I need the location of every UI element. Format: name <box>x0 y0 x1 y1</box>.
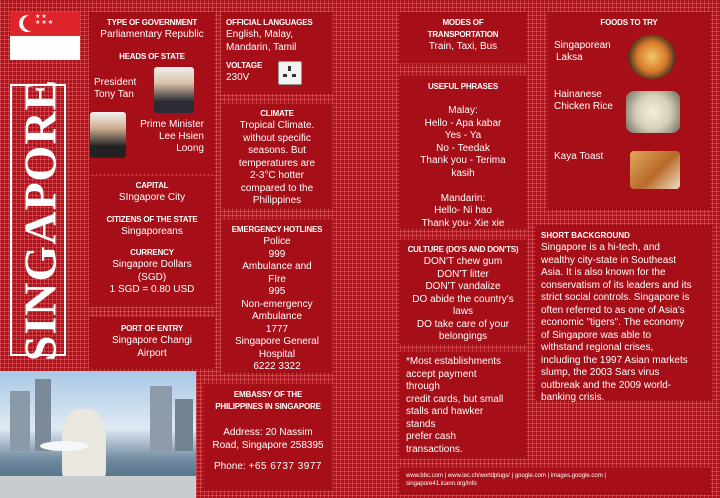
phrase-line: Thank you- Xie xie <box>421 217 505 229</box>
president-label: President <box>94 77 137 88</box>
phrase-line: Hello- Ni hao <box>434 205 492 216</box>
singapore-flag: ★★ ★★★ <box>10 12 80 60</box>
climate-heading: CLIMATE <box>260 109 294 118</box>
embassy-phone-label: Phone: <box>214 461 246 472</box>
hotlines-heading: EMERGENCY HOTLINES <box>231 225 323 234</box>
transport-heading-line1: MODES OF <box>442 18 484 27</box>
food-name-line1: Hainanese <box>554 89 602 100</box>
background-line: conservatism of its leaders and its <box>541 279 692 291</box>
phrase-line: Thank you - Terima <box>420 155 506 166</box>
pm-name-line2: Loong <box>176 143 204 154</box>
foods-panel <box>548 13 710 209</box>
background-heading: SHORT BACKGROUND <box>541 231 630 240</box>
background-line: banking crisis. <box>541 392 605 403</box>
capital-heading: CAPITAL <box>135 181 169 190</box>
currency-line2: (SGD) <box>137 271 167 283</box>
port-line1: Singapore Changi <box>111 335 193 346</box>
climate-line: Philippines <box>252 195 302 206</box>
culture-line: DO take care of your <box>416 318 510 330</box>
payment-line: stalls and hawker <box>406 406 484 417</box>
culture-panel <box>400 240 526 344</box>
foods-heading: FOODS TO TRY <box>600 18 658 27</box>
languages-panel <box>222 13 332 93</box>
hotline-line: Ambulance and <box>242 261 312 272</box>
voltage-value: 230V <box>226 72 250 83</box>
background-line: outbreak and the 2009 world- <box>541 379 672 391</box>
power-socket-icon <box>278 61 302 85</box>
currency-line1: Singapore Dollars <box>112 259 192 270</box>
background-line: slump, the 2003 Sars virus <box>541 367 660 378</box>
port-panel <box>90 318 214 368</box>
currency-line3: 1 SGD = 0.80 USD <box>109 284 195 295</box>
culture-line: laws <box>452 306 473 317</box>
transport-value: Train, Taxi, Bus <box>428 41 498 52</box>
hotline-line: 1777 <box>265 323 289 335</box>
hotline-line: Police <box>263 236 291 247</box>
pm-name-line1: Lee Hsien <box>158 131 204 142</box>
payment-line: prefer cash <box>406 431 457 442</box>
payment-line: accept payment <box>406 368 477 380</box>
hotline-line: Ambulance <box>251 311 303 322</box>
payment-line: transactions. <box>406 443 463 455</box>
hotline-line: 995 <box>268 286 286 297</box>
capital-value: SIngapore City <box>118 192 186 203</box>
culture-line: DON'T chew gum <box>423 256 503 267</box>
food-name-line2: Laksa <box>556 52 583 63</box>
capital-panel <box>90 176 214 306</box>
kaya-toast-photo <box>630 151 680 189</box>
merlion-photo <box>0 371 196 498</box>
climate-line: Tropical Climate. <box>239 120 315 131</box>
payment-line: credit cards, but small <box>406 393 504 405</box>
payment-panel <box>400 352 526 458</box>
government-value: Parliamentary Republic <box>100 29 204 40</box>
pm-label: Prime Minister <box>140 119 204 130</box>
hotline-line: Hospital <box>258 348 296 360</box>
hotlines-panel <box>222 220 332 372</box>
citizens-heading: CITIZENS OF THE STATE <box>106 214 198 224</box>
climate-panel <box>222 104 332 208</box>
background-line: Singapore is a hi-tech, and <box>541 242 660 253</box>
background-line: economic "tigers". The economy <box>541 317 685 328</box>
culture-line: belongings <box>438 331 488 342</box>
hotline-line: Non-emergency <box>241 298 313 310</box>
government-heading: TYPE OF GOVERNMENT <box>106 18 198 27</box>
chicken-rice-photo <box>626 91 680 133</box>
languages-heading: OFFICIAL LANGUAGES <box>226 18 313 27</box>
heads-heading: HEADS OF STATE <box>119 51 185 61</box>
payment-line: stands <box>406 418 436 430</box>
climate-line: seasons. But <box>248 145 306 156</box>
phrases-panel <box>400 76 526 228</box>
background-panel <box>536 226 712 403</box>
languages-line2: Mandarin, Tamil <box>226 41 297 53</box>
pm-photo <box>90 112 126 158</box>
president-name: Tony Tan <box>94 89 134 100</box>
sources-line2: singapore41.icann.org/info <box>406 481 477 487</box>
hotline-line: Singapore General <box>235 336 319 347</box>
phrase-line: Yes - Ya <box>444 130 482 141</box>
hotline-line: FIre <box>268 273 286 285</box>
country-title-panel <box>10 78 66 362</box>
climate-line: temperatures are <box>238 157 316 169</box>
culture-line: DON'T litter <box>437 268 489 280</box>
hotline-line: 999 <box>268 248 286 260</box>
embassy-heading-line2: PHILIPPINES IN SINGAPORE <box>215 402 321 411</box>
embassy-phone: +65 6737 3977 <box>248 461 322 472</box>
culture-heading: CULTURE (DO'S AND DON'TS) <box>407 245 519 254</box>
phrase-line: Hello - Apa kabar <box>424 117 502 129</box>
sources-panel <box>400 468 710 494</box>
background-line: strict social controls. Singapore is <box>541 292 690 303</box>
background-line: wealthy city-state in Southeast <box>541 254 677 266</box>
phrases-heading: USEFUL PHRASES <box>428 82 498 91</box>
currency-heading: CURRENCY <box>130 248 174 257</box>
transport-heading-line2: TRANSPORTATION <box>427 30 499 39</box>
background-line: Asia. It is also known for the <box>541 267 666 278</box>
climate-line: without specific <box>243 132 311 144</box>
hotline-line: 6222 3322 <box>253 361 301 372</box>
phrase-line: kasih <box>451 167 475 179</box>
culture-line: DO abide the country's <box>412 293 514 305</box>
embassy-address-line2: Road, Singapore 258395 <box>212 439 324 451</box>
background-line: often referred to as one of Asia's <box>541 304 685 316</box>
food-name-line1: Kaya Toast <box>554 151 604 162</box>
phrase-line: Malay: <box>448 105 478 116</box>
transport-panel <box>400 13 526 63</box>
culture-line: DON'T vandalize <box>425 281 501 292</box>
background-line: including the 1997 Asian markets <box>541 354 688 366</box>
president-photo <box>154 67 194 113</box>
citizens-value: Singaporeans <box>121 225 183 237</box>
embassy-panel <box>204 384 332 490</box>
climate-line: compared to the <box>240 182 314 194</box>
food-name-line1: Singaporean <box>554 40 611 51</box>
languages-line1: English, Malay, <box>226 29 294 40</box>
voltage-heading: VOLTAGE <box>226 61 263 70</box>
food-name-line2: Chicken Rice <box>554 101 613 112</box>
embassy-phone-row <box>204 461 332 474</box>
port-heading: PORT OF ENTRY <box>121 324 183 333</box>
embassy-address-line1: Address: 20 Nassim <box>223 427 313 438</box>
port-line2: Airport <box>137 347 167 359</box>
climate-line: 2-3°C hotter <box>249 170 305 181</box>
phrase-line: Mandarin: <box>440 192 486 204</box>
embassy-heading-line1: EMBASSY OF THE <box>233 390 303 399</box>
phrase-line: No - Teedak <box>436 142 490 154</box>
phrase-line <box>400 180 526 193</box>
background-line: withstand regional crises, <box>541 342 654 353</box>
background-line: of Singapore was able to <box>541 329 652 341</box>
country-title: SINGAPORE <box>14 78 66 362</box>
payment-line: *Most establishments <box>406 356 502 367</box>
sources-line1: www.bbc.com | www.iec.ch/worldplugs/ | google.com | images.google.com | <box>406 473 606 479</box>
payment-line: through <box>406 381 440 392</box>
laksa-photo <box>628 35 676 79</box>
